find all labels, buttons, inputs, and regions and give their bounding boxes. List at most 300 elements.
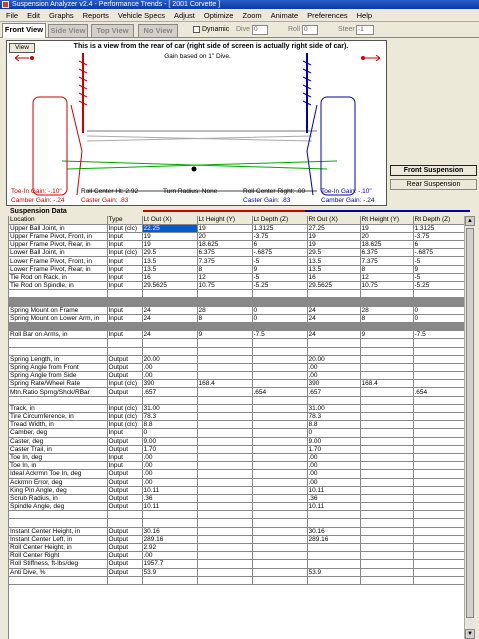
table-cell[interactable] bbox=[413, 494, 464, 502]
menu-adjust[interactable]: Adjust bbox=[174, 11, 195, 20]
table-cell[interactable] bbox=[197, 421, 252, 429]
table-cell[interactable]: 22.25 bbox=[142, 224, 197, 232]
table-cell[interactable] bbox=[142, 511, 197, 519]
table-cell[interactable] bbox=[197, 429, 252, 437]
column-header[interactable]: Rt Out (X) bbox=[307, 216, 360, 224]
table-cell[interactable] bbox=[413, 453, 464, 461]
table-cell[interactable] bbox=[197, 560, 252, 568]
table-cell[interactable]: .00 bbox=[142, 462, 197, 470]
table-cell[interactable] bbox=[413, 437, 464, 445]
table-cell[interactable] bbox=[197, 445, 252, 453]
table-cell[interactable] bbox=[413, 347, 464, 355]
table-cell[interactable] bbox=[360, 453, 413, 461]
table-cell[interactable]: -5 bbox=[252, 273, 307, 281]
table-cell[interactable] bbox=[252, 290, 307, 298]
steer-stepper[interactable]: -1 bbox=[356, 25, 374, 35]
column-header[interactable]: Rt Depth (Z) bbox=[413, 216, 464, 224]
table-cell[interactable] bbox=[252, 380, 307, 388]
table-cell[interactable]: 1.3125 bbox=[252, 224, 307, 232]
table-cell[interactable]: 53.9 bbox=[142, 568, 197, 576]
table-cell[interactable]: 0 bbox=[413, 314, 464, 322]
table-cell[interactable] bbox=[142, 396, 197, 404]
table-cell[interactable] bbox=[252, 544, 307, 552]
table-cell[interactable]: 1957.7 bbox=[142, 560, 197, 568]
tab-no-view[interactable]: No View bbox=[138, 24, 178, 37]
table-cell[interactable]: 19 bbox=[142, 232, 197, 240]
table-cell[interactable] bbox=[197, 568, 252, 576]
table-cell[interactable]: 6.375 bbox=[360, 249, 413, 257]
table-cell[interactable] bbox=[360, 462, 413, 470]
table-cell[interactable] bbox=[197, 355, 252, 363]
menu-reports[interactable]: Reports bbox=[82, 11, 109, 20]
table-cell[interactable] bbox=[413, 535, 464, 543]
table-cell[interactable] bbox=[197, 372, 252, 380]
table-cell[interactable] bbox=[360, 535, 413, 543]
scroll-up-icon[interactable]: ▲ bbox=[465, 216, 475, 226]
table-cell[interactable]: 12 bbox=[197, 273, 252, 281]
table-cell[interactable] bbox=[360, 363, 413, 371]
table-cell[interactable]: 9 bbox=[413, 265, 464, 273]
table-cell[interactable]: 19 bbox=[307, 241, 360, 249]
table-cell[interactable] bbox=[252, 413, 307, 421]
table-cell[interactable]: 10.11 bbox=[307, 486, 360, 494]
table-cell[interactable] bbox=[360, 486, 413, 494]
table-cell[interactable]: 9.00 bbox=[142, 437, 197, 445]
table-cell[interactable]: 29.5 bbox=[142, 249, 197, 257]
table-cell[interactable] bbox=[252, 462, 307, 470]
table-cell[interactable] bbox=[252, 445, 307, 453]
menu-optimize[interactable]: Optimize bbox=[203, 11, 234, 20]
table-cell[interactable]: 31.00 bbox=[142, 404, 197, 412]
table-cell[interactable] bbox=[142, 519, 197, 527]
menu-animate[interactable]: Animate bbox=[270, 11, 299, 20]
table-cell[interactable]: 19 bbox=[360, 224, 413, 232]
table-cell[interactable]: 18.625 bbox=[360, 241, 413, 249]
table-cell[interactable]: 20.00 bbox=[307, 355, 360, 363]
table-cell[interactable]: 20.00 bbox=[142, 355, 197, 363]
table-cell[interactable] bbox=[252, 396, 307, 404]
row-label bbox=[9, 339, 107, 347]
table-cell[interactable]: 9 bbox=[252, 265, 307, 273]
table-cell[interactable] bbox=[142, 290, 197, 298]
table-cell[interactable] bbox=[197, 396, 252, 404]
table-cell[interactable] bbox=[413, 429, 464, 437]
vertical-scrollbar[interactable] bbox=[464, 216, 475, 639]
table-cell[interactable]: 0 bbox=[307, 429, 360, 437]
table-cell[interactable]: 29.5625 bbox=[142, 282, 197, 290]
table-cell[interactable]: 8.8 bbox=[307, 421, 360, 429]
table-cell[interactable]: .00 bbox=[307, 462, 360, 470]
table-cell[interactable] bbox=[197, 404, 252, 412]
table-cell[interactable] bbox=[252, 519, 307, 527]
turn-radius-label: Turn Radius: None bbox=[163, 188, 218, 195]
scroll-thumb[interactable] bbox=[466, 228, 474, 618]
table-cell[interactable]: 24 bbox=[307, 306, 360, 314]
table-cell[interactable]: 16 bbox=[307, 273, 360, 281]
table-cell[interactable] bbox=[360, 355, 413, 363]
table-cell[interactable]: 29.5625 bbox=[307, 282, 360, 290]
table-cell[interactable]: 1.70 bbox=[142, 445, 197, 453]
table-cell[interactable] bbox=[197, 519, 252, 527]
scroll-down-icon[interactable]: ▼ bbox=[465, 629, 475, 639]
table-cell[interactable]: 10.11 bbox=[142, 503, 197, 511]
table-cell[interactable]: .00 bbox=[142, 363, 197, 371]
table-cell[interactable] bbox=[252, 355, 307, 363]
table-cell[interactable]: .00 bbox=[307, 478, 360, 486]
table-cell[interactable] bbox=[360, 396, 413, 404]
table-cell[interactable]: -.6875 bbox=[252, 249, 307, 257]
table-cell[interactable] bbox=[413, 396, 464, 404]
table-cell[interactable]: 13.5 bbox=[307, 257, 360, 265]
menu-file[interactable]: File bbox=[6, 11, 19, 20]
table-cell[interactable] bbox=[413, 568, 464, 576]
table-cell[interactable] bbox=[360, 560, 413, 568]
table-cell[interactable]: 289.16 bbox=[307, 535, 360, 543]
table-cell[interactable] bbox=[197, 544, 252, 552]
table-cell[interactable] bbox=[252, 421, 307, 429]
menu-help[interactable]: Help bbox=[356, 11, 373, 20]
table-cell[interactable]: 30.16 bbox=[307, 527, 360, 535]
table-cell[interactable] bbox=[197, 290, 252, 298]
table-cell[interactable] bbox=[197, 478, 252, 486]
table-cell[interactable] bbox=[413, 445, 464, 453]
table-cell[interactable]: .654 bbox=[252, 388, 307, 396]
table-cell[interactable]: 0 bbox=[413, 306, 464, 314]
table-cell: Input (clc) bbox=[107, 404, 142, 412]
table-cell[interactable]: 53.9 bbox=[307, 568, 360, 576]
row-label: Anti Dive, % bbox=[9, 568, 107, 576]
table-cell[interactable]: .654 bbox=[413, 388, 464, 396]
table-cell[interactable] bbox=[197, 347, 252, 355]
table-cell[interactable]: 31.00 bbox=[307, 404, 360, 412]
table-cell[interactable] bbox=[360, 445, 413, 453]
table-cell[interactable]: -7.5 bbox=[252, 331, 307, 339]
table-cell[interactable]: .00 bbox=[307, 470, 360, 478]
table-cell[interactable] bbox=[252, 527, 307, 535]
table-cell[interactable]: 8 bbox=[360, 265, 413, 273]
caster-gain-right: Caster Gain: .83 bbox=[243, 197, 291, 204]
table-cell[interactable]: 8 bbox=[197, 265, 252, 273]
table-cell[interactable]: 28 bbox=[360, 306, 413, 314]
table-cell[interactable] bbox=[197, 462, 252, 470]
row-label: Upper Frame Pivot, Front, in bbox=[9, 232, 107, 240]
table-cell[interactable]: .00 bbox=[142, 478, 197, 486]
table-cell[interactable]: 24 bbox=[142, 331, 197, 339]
table-cell[interactable]: 13.5 bbox=[142, 257, 197, 265]
table-cell[interactable]: 19 bbox=[307, 232, 360, 240]
table-cell[interactable] bbox=[413, 380, 464, 388]
table-cell[interactable]: .00 bbox=[307, 372, 360, 380]
table-cell[interactable]: 10.11 bbox=[142, 486, 197, 494]
table-cell[interactable] bbox=[360, 478, 413, 486]
table-cell[interactable] bbox=[413, 503, 464, 511]
table-cell[interactable]: 0 bbox=[252, 314, 307, 322]
table-cell[interactable] bbox=[360, 429, 413, 437]
table-cell[interactable] bbox=[252, 429, 307, 437]
column-header[interactable]: Lt Height (Y) bbox=[197, 216, 252, 224]
table-cell[interactable]: 10.75 bbox=[197, 282, 252, 290]
table-cell[interactable]: 20 bbox=[197, 232, 252, 240]
table-cell[interactable] bbox=[360, 388, 413, 396]
table-cell[interactable]: 24 bbox=[307, 331, 360, 339]
table-cell[interactable] bbox=[413, 404, 464, 412]
menu-zoom[interactable]: Zoom bbox=[242, 11, 262, 20]
table-cell[interactable] bbox=[252, 503, 307, 511]
table-cell[interactable] bbox=[413, 462, 464, 470]
table-cell[interactable] bbox=[197, 388, 252, 396]
table-cell[interactable] bbox=[413, 363, 464, 371]
table-cell: Input bbox=[107, 282, 142, 290]
table-cell[interactable]: 168.4 bbox=[360, 380, 413, 388]
table-cell[interactable]: 24 bbox=[142, 306, 197, 314]
table-cell[interactable]: 1.3125 bbox=[413, 224, 464, 232]
table-cell[interactable] bbox=[360, 503, 413, 511]
table-cell[interactable] bbox=[252, 560, 307, 568]
table-cell[interactable] bbox=[360, 372, 413, 380]
table-cell[interactable] bbox=[360, 519, 413, 527]
table-cell[interactable] bbox=[360, 511, 413, 519]
table-cell[interactable]: .36 bbox=[142, 494, 197, 502]
tab-top-view[interactable]: Top View bbox=[91, 24, 134, 37]
table-cell[interactable]: 18.625 bbox=[197, 241, 252, 249]
table-cell[interactable]: 8 bbox=[197, 314, 252, 322]
table-cell[interactable]: -.6875 bbox=[413, 249, 464, 257]
rear-suspension-button[interactable]: Rear Suspension bbox=[390, 179, 477, 190]
table-cell[interactable] bbox=[252, 347, 307, 355]
front-suspension-button[interactable]: Front Suspension bbox=[390, 165, 477, 176]
table-cell[interactable] bbox=[197, 494, 252, 502]
table-cell[interactable] bbox=[360, 576, 413, 584]
table-cell[interactable] bbox=[197, 535, 252, 543]
table-cell[interactable]: 8 bbox=[360, 314, 413, 322]
table-cell[interactable]: -5 bbox=[413, 273, 464, 281]
table-cell[interactable] bbox=[360, 421, 413, 429]
roll-stepper[interactable]: 0 bbox=[302, 25, 318, 35]
table-cell[interactable]: 390 bbox=[142, 380, 197, 388]
table-cell[interactable] bbox=[252, 363, 307, 371]
table-cell[interactable] bbox=[360, 437, 413, 445]
table-cell[interactable]: 19 bbox=[142, 241, 197, 249]
table-cell[interactable] bbox=[413, 486, 464, 494]
table-cell[interactable] bbox=[413, 478, 464, 486]
table-cell[interactable] bbox=[252, 511, 307, 519]
column-header[interactable]: Rt Height (Y) bbox=[360, 216, 413, 224]
table-cell[interactable] bbox=[197, 552, 252, 560]
table-cell[interactable] bbox=[307, 396, 360, 404]
table-cell[interactable]: 19 bbox=[197, 224, 252, 232]
table-cell[interactable]: 30.16 bbox=[142, 527, 197, 535]
table-cell[interactable]: 16 bbox=[142, 273, 197, 281]
table-cell[interactable]: 6 bbox=[252, 241, 307, 249]
table-cell[interactable] bbox=[307, 560, 360, 568]
table-cell[interactable]: .00 bbox=[142, 552, 197, 560]
table-cell[interactable]: 0 bbox=[142, 429, 197, 437]
table-cell[interactable] bbox=[197, 339, 252, 347]
table-cell: Input bbox=[107, 257, 142, 265]
table-cell[interactable] bbox=[252, 576, 307, 584]
table-cell[interactable] bbox=[413, 339, 464, 347]
table-cell[interactable] bbox=[360, 404, 413, 412]
table-cell[interactable] bbox=[252, 470, 307, 478]
table-cell[interactable] bbox=[360, 552, 413, 560]
table-cell[interactable] bbox=[413, 519, 464, 527]
table-cell[interactable] bbox=[307, 511, 360, 519]
table-cell[interactable]: 2.92 bbox=[142, 544, 197, 552]
table-cell[interactable]: 20 bbox=[360, 232, 413, 240]
table-cell[interactable] bbox=[142, 339, 197, 347]
table-cell[interactable] bbox=[360, 413, 413, 421]
table-cell[interactable]: 13.5 bbox=[142, 265, 197, 273]
table-cell[interactable]: 9 bbox=[197, 331, 252, 339]
table-cell[interactable]: 1.70 bbox=[307, 445, 360, 453]
table-cell[interactable]: -5.25 bbox=[252, 282, 307, 290]
table-cell[interactable]: .00 bbox=[142, 372, 197, 380]
table-cell[interactable]: 29.5 bbox=[307, 249, 360, 257]
table-cell[interactable] bbox=[197, 470, 252, 478]
table-cell[interactable] bbox=[197, 503, 252, 511]
table-cell[interactable]: -7.5 bbox=[413, 331, 464, 339]
table-cell[interactable]: 289.16 bbox=[142, 535, 197, 543]
table-cell[interactable]: 9 bbox=[360, 331, 413, 339]
row-label: Lower Frame Pivot, Rear, in bbox=[9, 265, 107, 273]
table-cell[interactable]: .00 bbox=[142, 470, 197, 478]
table-cell[interactable] bbox=[360, 527, 413, 535]
table-cell[interactable]: 24 bbox=[142, 314, 197, 322]
table-cell[interactable] bbox=[307, 347, 360, 355]
table-cell[interactable] bbox=[197, 511, 252, 519]
table-cell[interactable] bbox=[413, 544, 464, 552]
table-cell[interactable]: 8.8 bbox=[142, 421, 197, 429]
table-cell[interactable] bbox=[413, 552, 464, 560]
table-cell[interactable] bbox=[197, 453, 252, 461]
table-cell[interactable]: 9.00 bbox=[307, 437, 360, 445]
table-cell[interactable] bbox=[252, 494, 307, 502]
table-cell[interactable] bbox=[413, 527, 464, 535]
table-cell[interactable] bbox=[252, 535, 307, 543]
table-cell[interactable]: -3.75 bbox=[413, 232, 464, 240]
table-cell[interactable] bbox=[197, 486, 252, 494]
table-cell[interactable] bbox=[252, 404, 307, 412]
table-cell[interactable]: 28 bbox=[197, 306, 252, 314]
table-cell[interactable] bbox=[252, 437, 307, 445]
table-cell[interactable] bbox=[252, 568, 307, 576]
table-cell[interactable]: .657 bbox=[307, 388, 360, 396]
table-cell[interactable] bbox=[360, 339, 413, 347]
table-cell[interactable]: 7.375 bbox=[360, 257, 413, 265]
table-cell[interactable]: 10.75 bbox=[360, 282, 413, 290]
table-cell[interactable] bbox=[142, 576, 197, 584]
column-header[interactable]: Type bbox=[107, 216, 142, 224]
table-cell[interactable] bbox=[360, 470, 413, 478]
table-cell[interactable]: 78.3 bbox=[307, 413, 360, 421]
table-cell[interactable] bbox=[252, 552, 307, 560]
menu-vehicle-specs[interactable]: Vehicle Specs bbox=[117, 11, 166, 20]
table-cell[interactable]: .00 bbox=[307, 453, 360, 461]
table-cell[interactable] bbox=[360, 494, 413, 502]
table-cell[interactable]: 13.5 bbox=[307, 265, 360, 273]
table-cell[interactable] bbox=[142, 347, 197, 355]
table-cell[interactable] bbox=[413, 372, 464, 380]
table-cell[interactable] bbox=[307, 552, 360, 560]
dynamic-checkbox[interactable] bbox=[193, 26, 200, 33]
view-description: This is a view from the rear of car (right side of screen is actually right side of car). bbox=[73, 43, 349, 50]
table-cell[interactable] bbox=[360, 347, 413, 355]
table-cell[interactable] bbox=[413, 511, 464, 519]
table-cell[interactable] bbox=[197, 527, 252, 535]
menu-graphs[interactable]: Graphs bbox=[49, 11, 74, 20]
table-cell[interactable]: 78.3 bbox=[142, 413, 197, 421]
table-cell[interactable] bbox=[360, 568, 413, 576]
table-cell[interactable] bbox=[413, 470, 464, 478]
table-cell[interactable] bbox=[360, 290, 413, 298]
table-cell[interactable]: 24 bbox=[307, 314, 360, 322]
table-cell[interactable] bbox=[197, 437, 252, 445]
table-cell[interactable] bbox=[197, 576, 252, 584]
menu-preferences[interactable]: Preferences bbox=[307, 11, 348, 20]
table-cell[interactable] bbox=[307, 519, 360, 527]
table-cell[interactable] bbox=[413, 290, 464, 298]
table-cell[interactable]: -5 bbox=[413, 257, 464, 265]
table-cell: Output bbox=[107, 486, 142, 494]
table-cell[interactable] bbox=[413, 355, 464, 363]
table-cell[interactable]: 7.375 bbox=[197, 257, 252, 265]
table-cell[interactable]: -5.25 bbox=[413, 282, 464, 290]
tab-side-view[interactable]: Side View bbox=[48, 24, 88, 37]
tab-front-view[interactable]: Front View bbox=[2, 23, 46, 38]
table-cell[interactable] bbox=[307, 544, 360, 552]
table-cell[interactable] bbox=[413, 576, 464, 584]
table-cell[interactable]: 6 bbox=[413, 241, 464, 249]
table-cell[interactable] bbox=[252, 453, 307, 461]
table-cell[interactable]: .36 bbox=[307, 494, 360, 502]
table-cell[interactable] bbox=[252, 372, 307, 380]
table-cell[interactable] bbox=[197, 413, 252, 421]
view-button[interactable]: View bbox=[9, 43, 35, 53]
table-cell[interactable] bbox=[252, 478, 307, 486]
table-cell[interactable] bbox=[307, 290, 360, 298]
table-cell[interactable] bbox=[413, 560, 464, 568]
menu-bar bbox=[0, 10, 479, 22]
menu-edit[interactable]: Edit bbox=[27, 11, 41, 20]
table-cell[interactable] bbox=[197, 363, 252, 371]
table-cell[interactable] bbox=[360, 544, 413, 552]
table-cell[interactable] bbox=[252, 486, 307, 494]
table-cell[interactable]: .00 bbox=[142, 453, 197, 461]
table-cell[interactable]: -5 bbox=[252, 257, 307, 265]
table-cell[interactable] bbox=[307, 339, 360, 347]
table-cell[interactable] bbox=[307, 576, 360, 584]
table-cell[interactable]: .00 bbox=[307, 363, 360, 371]
table-cell[interactable]: -3.75 bbox=[252, 232, 307, 240]
table-cell[interactable]: .657 bbox=[142, 388, 197, 396]
table-cell[interactable]: 12 bbox=[360, 273, 413, 281]
table-row bbox=[9, 544, 464, 552]
table-row bbox=[9, 224, 464, 232]
table-cell[interactable]: 390 bbox=[307, 380, 360, 388]
column-header[interactable]: Location bbox=[9, 216, 107, 224]
table-cell[interactable]: 0 bbox=[252, 306, 307, 314]
column-header[interactable]: Lt Out (X) bbox=[142, 216, 197, 224]
dive-stepper[interactable]: 0 bbox=[252, 25, 268, 35]
table-cell[interactable]: 27.25 bbox=[307, 224, 360, 232]
table-cell[interactable] bbox=[413, 413, 464, 421]
table-cell[interactable]: 10.11 bbox=[307, 503, 360, 511]
table-cell[interactable] bbox=[413, 421, 464, 429]
table-cell[interactable]: 6.375 bbox=[197, 249, 252, 257]
table-cell[interactable] bbox=[252, 339, 307, 347]
column-header[interactable]: Lt Depth (Z) bbox=[252, 216, 307, 224]
table-cell[interactable]: 168.4 bbox=[197, 380, 252, 388]
